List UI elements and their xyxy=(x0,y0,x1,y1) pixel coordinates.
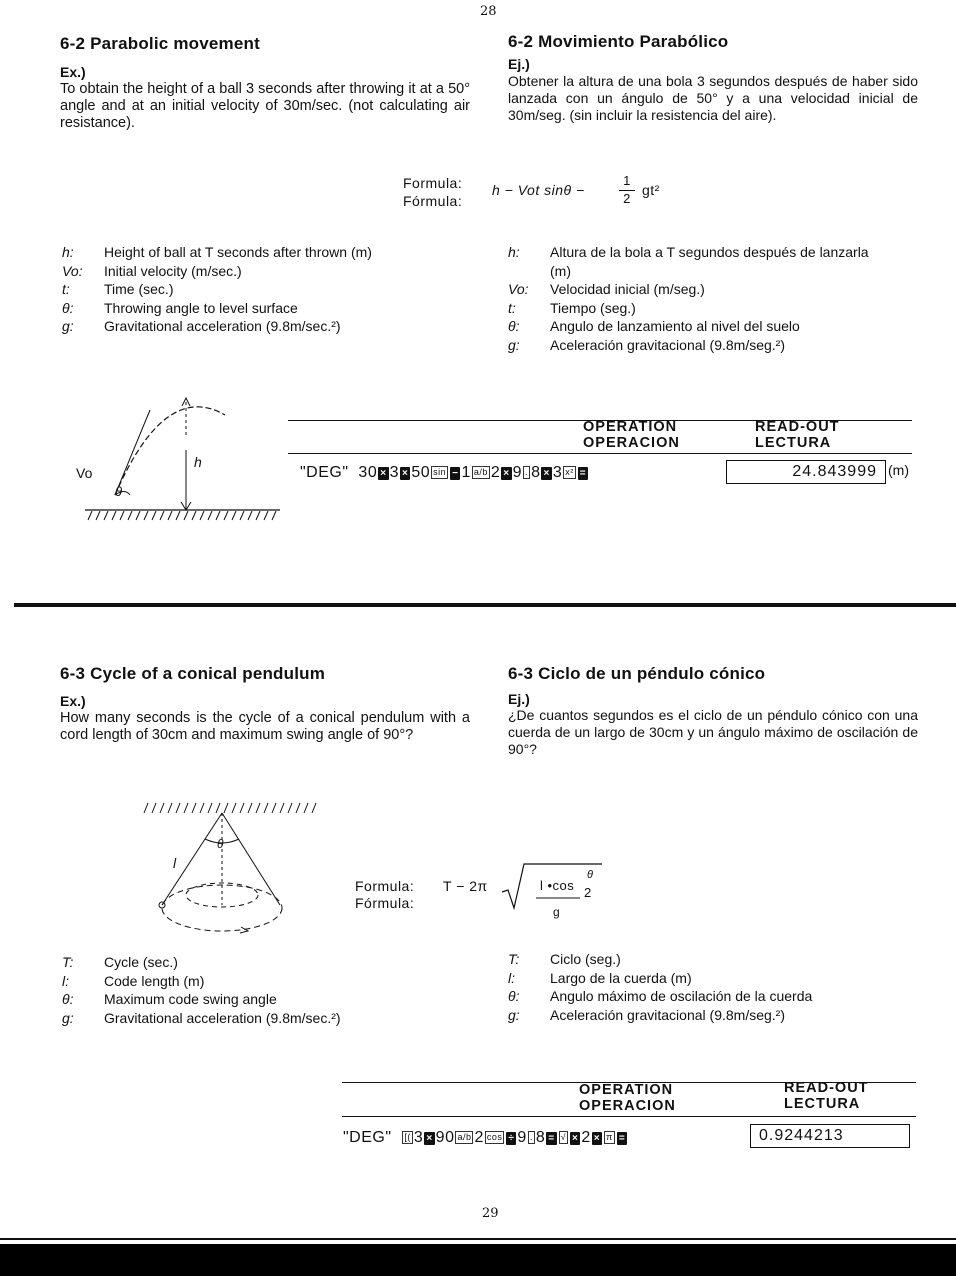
variable-row xyxy=(62,953,482,972)
equals-key: = xyxy=(579,468,587,479)
page-divider xyxy=(14,603,956,607)
mode-label: "DEG" xyxy=(300,464,349,481)
readout-display: 24.843999 xyxy=(726,460,886,484)
variable-symbol: Vo: xyxy=(62,262,83,279)
example-label-es: Ej.) xyxy=(508,691,530,707)
formula-fraction-denominator: 2 xyxy=(623,191,631,206)
formula-numerator: l •cos xyxy=(540,878,575,893)
example-text-en: How many seconds is the cycle of a conical pendulum with a cord length of 30cm and maximum swing angle of 90°? xyxy=(60,710,470,743)
variable-row xyxy=(62,299,482,318)
variable-list-en xyxy=(62,243,482,336)
formula-fraction-numerator: 1 xyxy=(623,173,631,188)
table-mid-rule xyxy=(288,453,912,454)
fraction-key: a/b xyxy=(457,1132,472,1142)
variable-symbol: t: xyxy=(508,299,516,316)
variable-row xyxy=(508,336,908,355)
variable-desc: Angulo de lanzamiento al nivel del suelo xyxy=(550,318,800,334)
diagram-label-theta: θ xyxy=(115,484,123,499)
variable-desc: Aceleración gravitacional (9.8m/seg.²) xyxy=(550,1006,785,1023)
fraction-key: a/b xyxy=(473,467,488,477)
variable-desc: Gravitational acceleration (9.8m/sec.²) xyxy=(104,1009,341,1026)
formula-theta: θ xyxy=(587,869,594,881)
variable-symbol: g: xyxy=(508,1006,520,1023)
page-number-top: 28 xyxy=(480,4,497,19)
variable-row xyxy=(62,262,482,281)
formula-label-es: Fórmula: xyxy=(355,895,415,911)
example-label-es: Ej.) xyxy=(508,56,530,72)
open-paren-key: [( xyxy=(404,1132,411,1142)
trajectory-curve xyxy=(115,407,225,495)
formula-two: 2 xyxy=(584,885,592,900)
key-input: 3 xyxy=(413,1129,424,1146)
formula-label-en: Formula: xyxy=(355,878,415,894)
formula-denominator: g xyxy=(553,905,561,919)
cos-key: cos xyxy=(486,1132,503,1142)
example-text-en: To obtain the height of a ball 3 seconds after throwing it at a 50° angle and at an initial velocity of 30m/sec. (not calculating air resistance). xyxy=(60,81,470,131)
ground-hatching xyxy=(88,511,276,520)
readout-header-en: READ-OUT xyxy=(784,1080,869,1096)
readout-display: 0.9244213 xyxy=(750,1124,910,1148)
variable-row xyxy=(62,1009,482,1028)
operation-header-es: OPERACION xyxy=(579,1098,676,1114)
variable-row xyxy=(508,317,908,336)
key-input: 8 xyxy=(535,1129,546,1146)
variable-row xyxy=(62,972,482,991)
variable-row xyxy=(62,280,482,299)
variable-desc: Maximum code swing angle xyxy=(104,991,277,1007)
variable-desc: Largo de la cuerda (m) xyxy=(550,969,692,986)
conical-pendulum-diagram xyxy=(140,795,340,960)
variable-symbol: θ: xyxy=(62,299,74,316)
section-title-en: 6-3 Cycle of a conical pendulum xyxy=(60,664,326,683)
velocity-vector xyxy=(115,410,150,495)
variable-row xyxy=(508,243,908,280)
variable-row xyxy=(508,1006,908,1025)
equals-key: = xyxy=(548,1133,555,1144)
operation-header-en: OPERATION xyxy=(579,1082,674,1098)
variable-row xyxy=(508,299,908,318)
key-input: 3 xyxy=(552,464,563,481)
table-mid-rule xyxy=(342,1116,916,1117)
key-sequence xyxy=(343,1129,628,1147)
variable-symbol: T: xyxy=(62,954,74,970)
decimal-key: . xyxy=(529,1132,533,1142)
multiply-key: × xyxy=(380,468,387,479)
example-label-en: Ex.) xyxy=(60,693,86,709)
variable-row xyxy=(508,280,908,299)
cord-left xyxy=(162,813,222,905)
multiply-key: × xyxy=(401,468,409,479)
minus-key: − xyxy=(452,468,459,479)
example-text-es: Obtener la altura de una bola 3 segundos después de haber sido lanzada con un ángulo de 50° y a una velocidad inicial de 30m/seg. (sin incluir la resistencia del aire). xyxy=(508,73,918,123)
variable-desc: Aceleración gravitacional (9.8m/seg.²) xyxy=(550,336,785,353)
variable-symbol: T: xyxy=(508,951,520,967)
variable-symbol: θ: xyxy=(508,988,520,1004)
variable-row xyxy=(62,990,482,1009)
key-input: 3 xyxy=(389,464,399,481)
operation-header-en: OPERATION xyxy=(583,419,678,435)
variable-symbol: l: xyxy=(508,969,515,986)
variable-row xyxy=(62,243,482,262)
scan-edge-band xyxy=(0,1244,956,1276)
pi-key: π xyxy=(606,1132,613,1142)
key-input: 9 xyxy=(517,1129,527,1146)
variable-symbol: θ: xyxy=(508,318,520,334)
multiply-key: × xyxy=(593,1133,601,1144)
multiply-key: × xyxy=(426,1133,433,1144)
key-input: 1 xyxy=(461,464,471,481)
readout-unit: (m) xyxy=(888,462,909,478)
example-text-es: ¿De cuantos segundos es el ciclo de un péndulo cónico con una cuerda de un largo de 30cm y un ángulo máximo de oscilación de 90°? xyxy=(508,707,918,757)
variable-symbol: θ: xyxy=(62,991,74,1007)
multiply-key: × xyxy=(543,468,550,479)
key-input: 50 xyxy=(411,464,431,481)
readout-header-en: READ-OUT xyxy=(755,419,840,435)
variable-row xyxy=(508,969,908,988)
sqrt-key: √ xyxy=(560,1132,567,1142)
formula-lhs: T − 2π xyxy=(443,878,488,894)
variable-symbol: Vo: xyxy=(508,281,529,297)
variable-desc: Ciclo (seg.) xyxy=(550,951,621,967)
variable-desc: Initial velocity (m/sec.) xyxy=(104,262,242,279)
square-key: x² xyxy=(565,467,574,477)
key-input: 9 xyxy=(512,464,523,481)
variable-desc: Time (sec.) xyxy=(104,281,174,297)
section-title-es: 6-3 Ciclo de un péndulo cónico xyxy=(508,664,766,683)
variable-desc: Angulo máximo de oscilación de la cuerda xyxy=(550,988,813,1004)
variable-desc: Altura de la bola a T segundos después de lanzarla (m) xyxy=(550,244,869,279)
direction-arrow-icon xyxy=(240,927,248,933)
formula-label-en: Formula: xyxy=(403,175,463,191)
diagram-label-theta: θ xyxy=(217,837,224,851)
key-input: 8 xyxy=(531,464,541,481)
readout-header-es: LECTURA xyxy=(784,1096,861,1112)
sin-key: sin xyxy=(433,467,447,477)
formula-rhs: gt² xyxy=(642,182,660,198)
key-input: 2 xyxy=(490,464,501,481)
key-input: 30 xyxy=(358,464,378,481)
diagram-label-l: l xyxy=(173,855,177,871)
variable-symbol: l: xyxy=(62,972,69,989)
variable-row xyxy=(62,317,482,336)
variable-desc: Gravitational acceleration (9.8m/sec.²) xyxy=(104,318,341,334)
formula-lhs: h − Vot sinθ − xyxy=(492,182,585,198)
variable-desc: Throwing angle to level surface xyxy=(104,299,298,316)
variable-symbol: g: xyxy=(508,336,520,353)
section-title-en: 6-2 Parabolic movement xyxy=(60,34,260,53)
bottom-scan-line xyxy=(0,1238,956,1240)
variable-desc: Tiempo (seg.) xyxy=(550,299,636,316)
variable-list-en xyxy=(62,953,482,1027)
variable-row xyxy=(508,987,908,1006)
variable-symbol: g: xyxy=(62,318,74,334)
parabola-diagram xyxy=(70,390,290,530)
key-input: 2 xyxy=(581,1129,591,1146)
example-label-en: Ex.) xyxy=(60,64,86,80)
variable-desc: Code length (m) xyxy=(104,972,205,989)
readout-header-es: LECTURA xyxy=(755,435,832,451)
variable-list-es xyxy=(508,950,908,1024)
formula-label-es: Fórmula: xyxy=(403,193,463,209)
variable-desc: Velocidad inicial (m/seg.) xyxy=(550,281,705,297)
mode-label: "DEG" xyxy=(343,1129,392,1146)
variable-symbol: g: xyxy=(62,1009,74,1026)
decimal-key: . xyxy=(525,467,529,477)
equals-key: = xyxy=(618,1133,626,1144)
operation-header-es: OPERACION xyxy=(583,435,680,451)
variable-desc: Cycle (sec.) xyxy=(104,954,178,970)
diagram-label-vo: Vo xyxy=(76,465,93,481)
variable-row xyxy=(508,950,908,969)
diagram-label-h: h xyxy=(194,454,202,470)
key-input: 2 xyxy=(474,1129,484,1146)
page-number-bottom: 29 xyxy=(482,1206,499,1221)
cord-right xyxy=(222,813,280,905)
variable-list-es xyxy=(508,243,908,354)
key-input: 90 xyxy=(435,1129,455,1146)
variable-symbol: t: xyxy=(62,281,70,297)
divide-key: ÷ xyxy=(508,1133,515,1144)
multiply-key: × xyxy=(572,1133,579,1144)
key-sequence xyxy=(300,464,589,482)
ceiling-hatching xyxy=(144,803,316,813)
variable-symbol: h: xyxy=(508,244,520,260)
section-title-es: 6-2 Movimiento Parabólico xyxy=(508,32,729,51)
variable-desc: Height of ball at T seconds after thrown (m) xyxy=(104,244,372,260)
multiply-key: × xyxy=(503,468,510,479)
variable-symbol: h: xyxy=(62,244,74,260)
